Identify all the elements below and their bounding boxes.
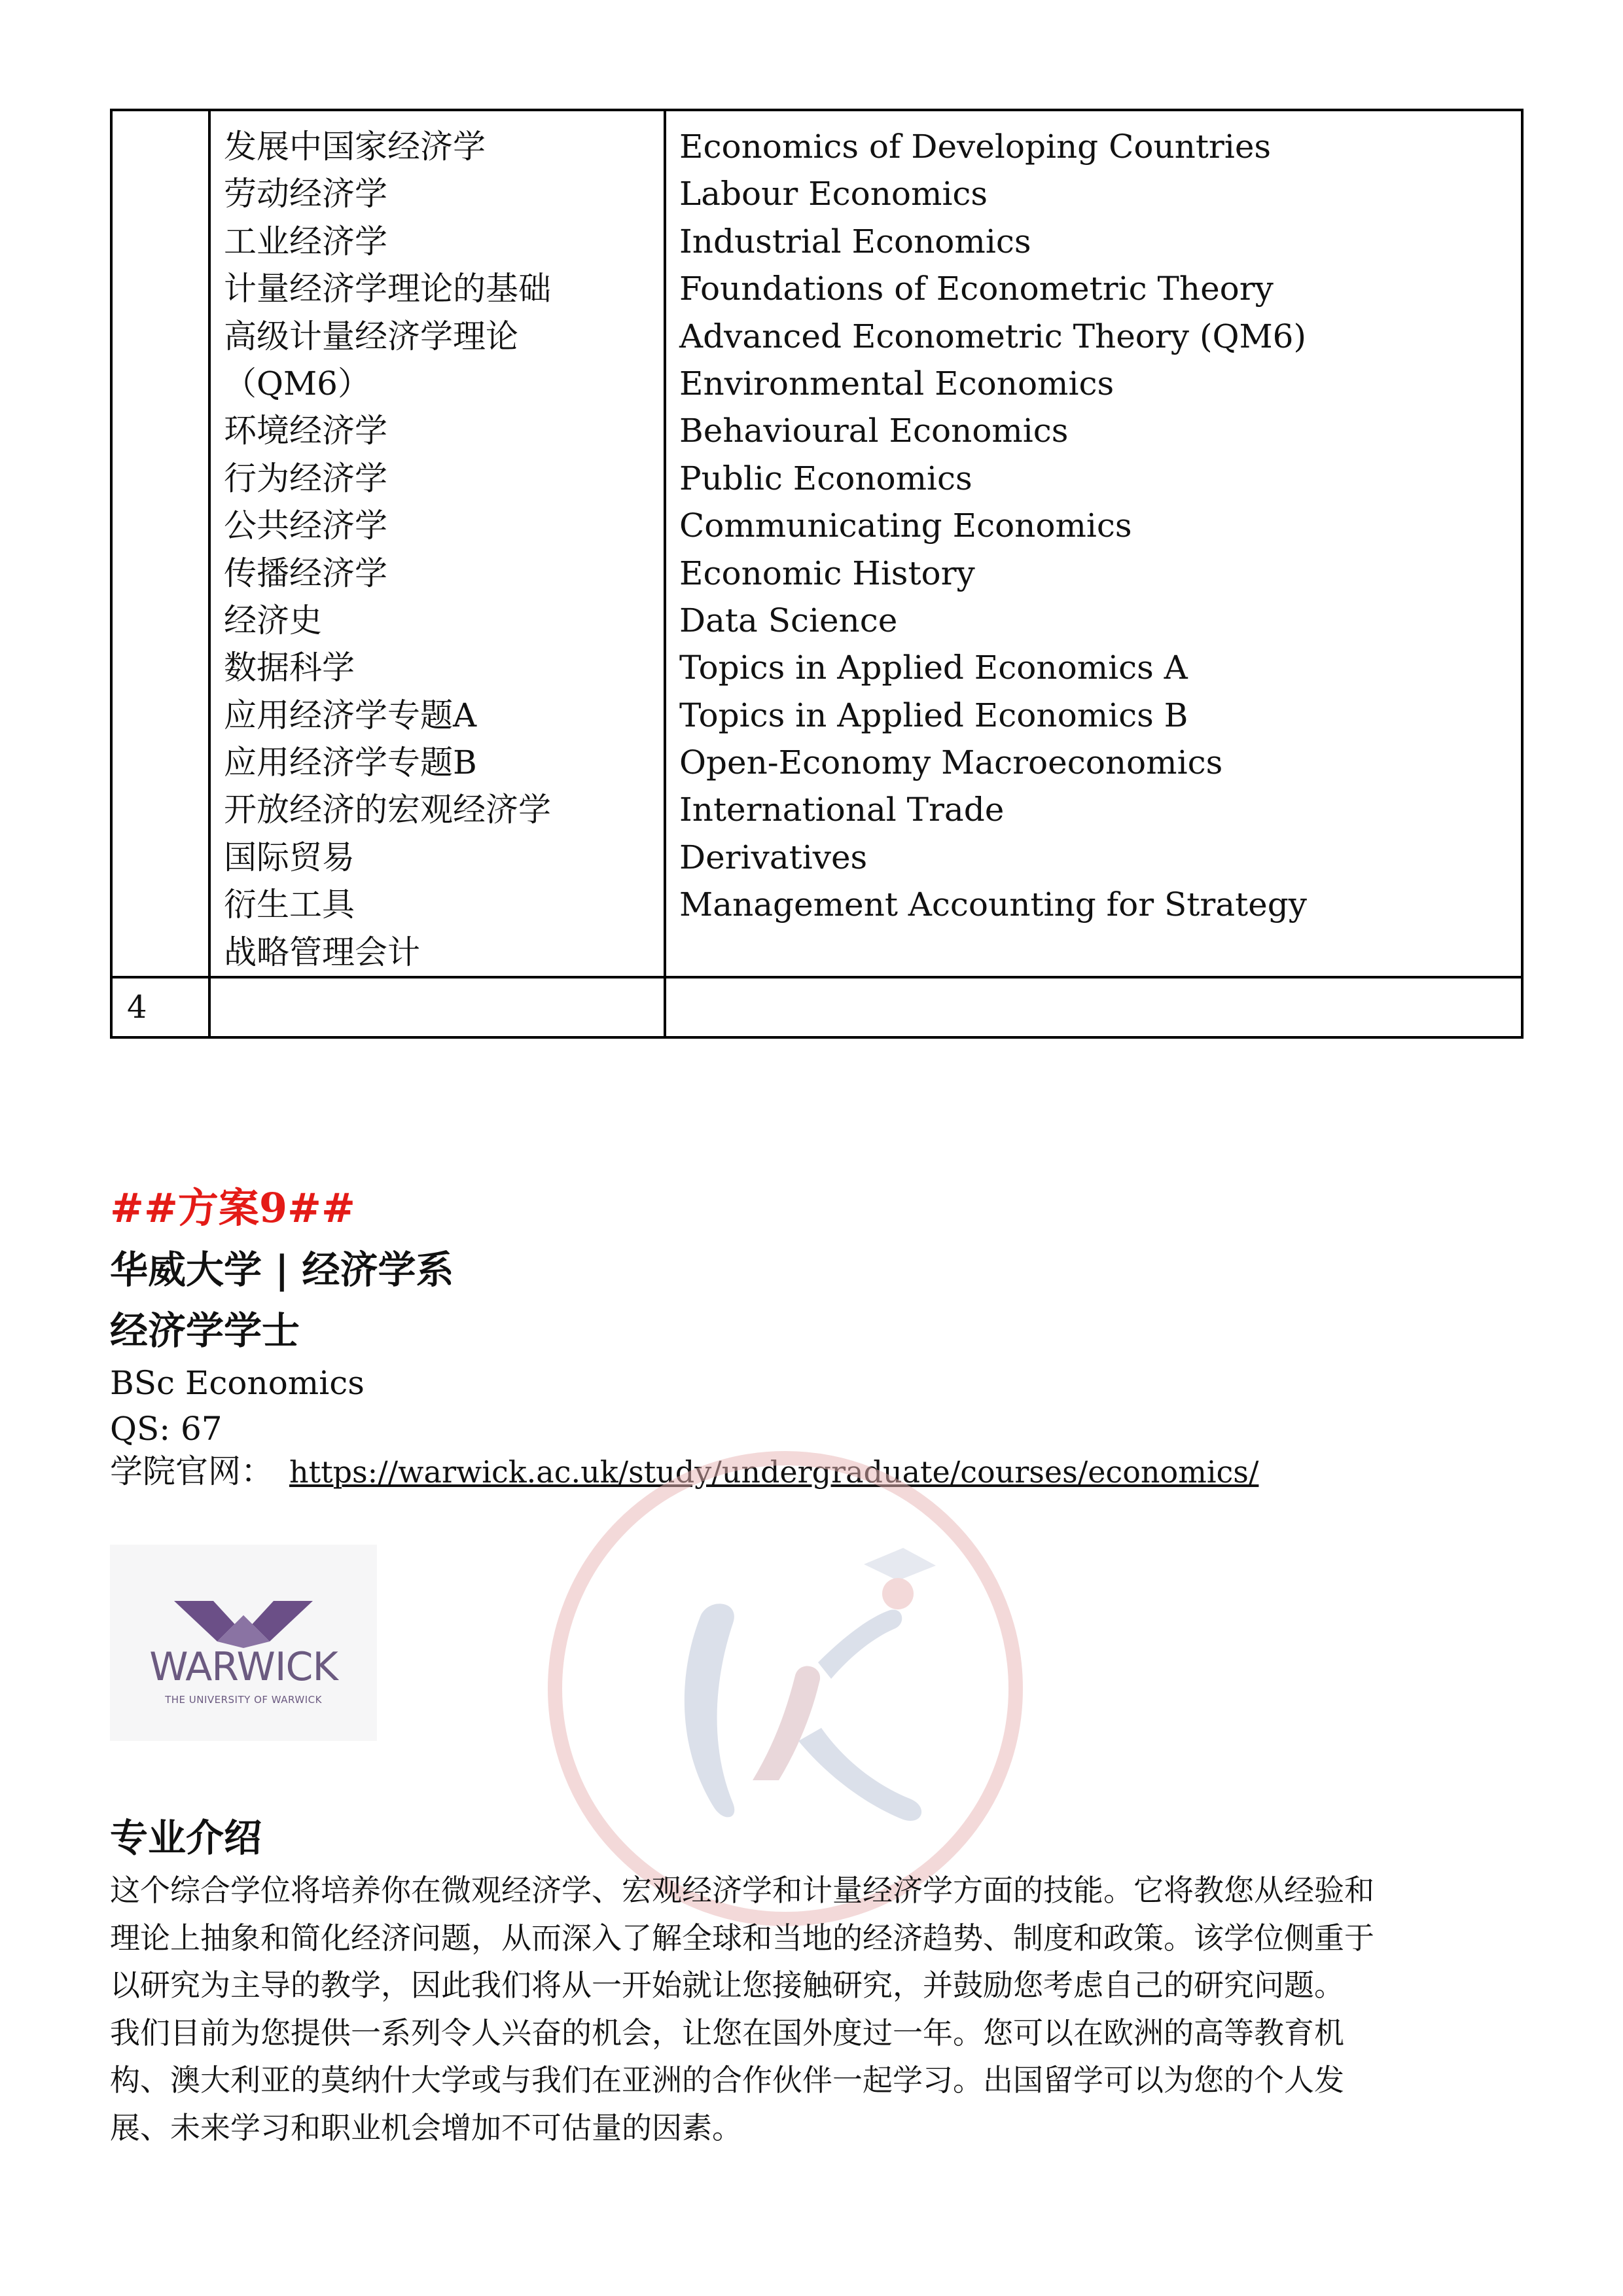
english-course-list <box>666 111 1521 929</box>
list-item: （QM6） <box>224 364 370 403</box>
list-item: Economics of Developing Countries <box>679 128 1272 166</box>
list-item: Public Economics <box>679 459 972 497</box>
list-item: 应用经济学专题B <box>224 744 477 782</box>
list-item: Management Accounting for Strategy <box>679 886 1308 924</box>
list-item: 国际贸易 <box>224 838 355 876</box>
website-label: 学院官网： <box>110 1452 274 1490</box>
warwick-logo <box>110 1545 377 1741</box>
intro-line: 我们目前为您提供一系列令人兴奋的机会，让您在国外度过一年。您可以在欧洲的高等教育机 <box>110 2015 1344 2051</box>
intro-paragraph <box>110 1867 1524 2151</box>
warwick-w-icon <box>110 1545 377 1741</box>
list-item: Advanced Econometric Theory (QM6) <box>679 317 1306 355</box>
university-title: 华威大学 | 经济学系 <box>110 1247 454 1292</box>
list-item: Communicating Economics <box>679 507 1132 545</box>
list-item: 行为经济学 <box>224 459 387 497</box>
list-item: Foundations of Econometric Theory <box>679 270 1274 308</box>
intro-line: 构、澳大利亚的莫纳什大学或与我们在亚洲的合作伙伴一起学习。出国留学可以为您的个人发 <box>110 2062 1344 2098</box>
table-row <box>111 110 1522 977</box>
list-item: 计量经济学理论的基础 <box>224 270 551 308</box>
list-item: Environmental Economics <box>679 364 1115 403</box>
table-cell-chinese <box>209 110 665 977</box>
logo-subtitle: THE UNIVERSITY OF WARWICK <box>165 1694 322 1706</box>
plan-title: ##方案9## <box>110 1184 355 1232</box>
degree-title: 经济学学士 <box>110 1308 300 1353</box>
list-item: 开放经济的宏观经济学 <box>224 791 551 829</box>
logo-wordmark: WARWICK <box>149 1644 338 1690</box>
list-item: 发展中国家经济学 <box>224 128 486 166</box>
list-item: 数据科学 <box>224 649 355 687</box>
list-item: 环境经济学 <box>224 412 387 450</box>
list-item: Behavioural Economics <box>679 412 1069 450</box>
intro-line: 理论上抽象和简化经济问题，从而深入了解全球和当地的经济趋势、制度和政策。该学位侧重于 <box>110 1920 1374 1956</box>
table-cell-chinese <box>209 977 665 1037</box>
list-item: 高级计量经济学理论 <box>224 317 518 355</box>
course-table <box>110 109 1524 1039</box>
table-cell-number <box>111 110 209 977</box>
table-row <box>111 977 1522 1037</box>
list-item: 劳动经济学 <box>224 175 387 213</box>
watermark-icon <box>537 1440 1034 1937</box>
list-item: Open-Economy Macroeconomics <box>679 744 1223 782</box>
list-item: Derivatives <box>679 838 868 876</box>
list-item: 工业经济学 <box>224 222 387 260</box>
table-cell-number: 4 <box>111 977 209 1037</box>
list-item: Data Science <box>679 601 898 639</box>
intro-line: 这个综合学位将培养你在微观经济学、宏观经济学和计量经济学方面的技能。它将教您从经验和 <box>110 1873 1374 1908</box>
table-cell-english <box>665 977 1522 1037</box>
intro-line: 展、未来学习和职业机会增加不可估量的因素。 <box>110 2109 742 2145</box>
list-item: Labour Economics <box>679 175 988 213</box>
list-item: Topics in Applied Economics A <box>679 649 1188 687</box>
intro-heading: 专业介绍 <box>110 1816 262 1860</box>
degree-english-name: BSc Economics <box>110 1364 365 1402</box>
table-cell-english <box>665 110 1522 977</box>
list-item: 衍生工具 <box>224 886 355 924</box>
list-item: 经济史 <box>224 601 322 639</box>
intro-line: 以研究为主导的教学，因此我们将从一开始就让您接触研究，并鼓励您考虑自己的研究问题。 <box>110 1967 1344 2003</box>
qs-ranking: QS: 67 <box>110 1410 223 1448</box>
list-item: 应用经济学专题A <box>224 696 477 734</box>
list-item: Industrial Economics <box>679 222 1031 260</box>
list-item: Topics in Applied Economics B <box>679 696 1188 734</box>
list-item: International Trade <box>679 791 1005 829</box>
list-item: 战略管理会计 <box>224 933 420 971</box>
website-link[interactable]: https://warwick.ac.uk/study/undergraduate/courses/economics/ <box>289 1454 1259 1490</box>
list-item: 公共经济学 <box>224 507 387 545</box>
chinese-course-list <box>211 111 664 976</box>
list-item: 传播经济学 <box>224 554 387 592</box>
list-item: Economic History <box>679 554 975 592</box>
